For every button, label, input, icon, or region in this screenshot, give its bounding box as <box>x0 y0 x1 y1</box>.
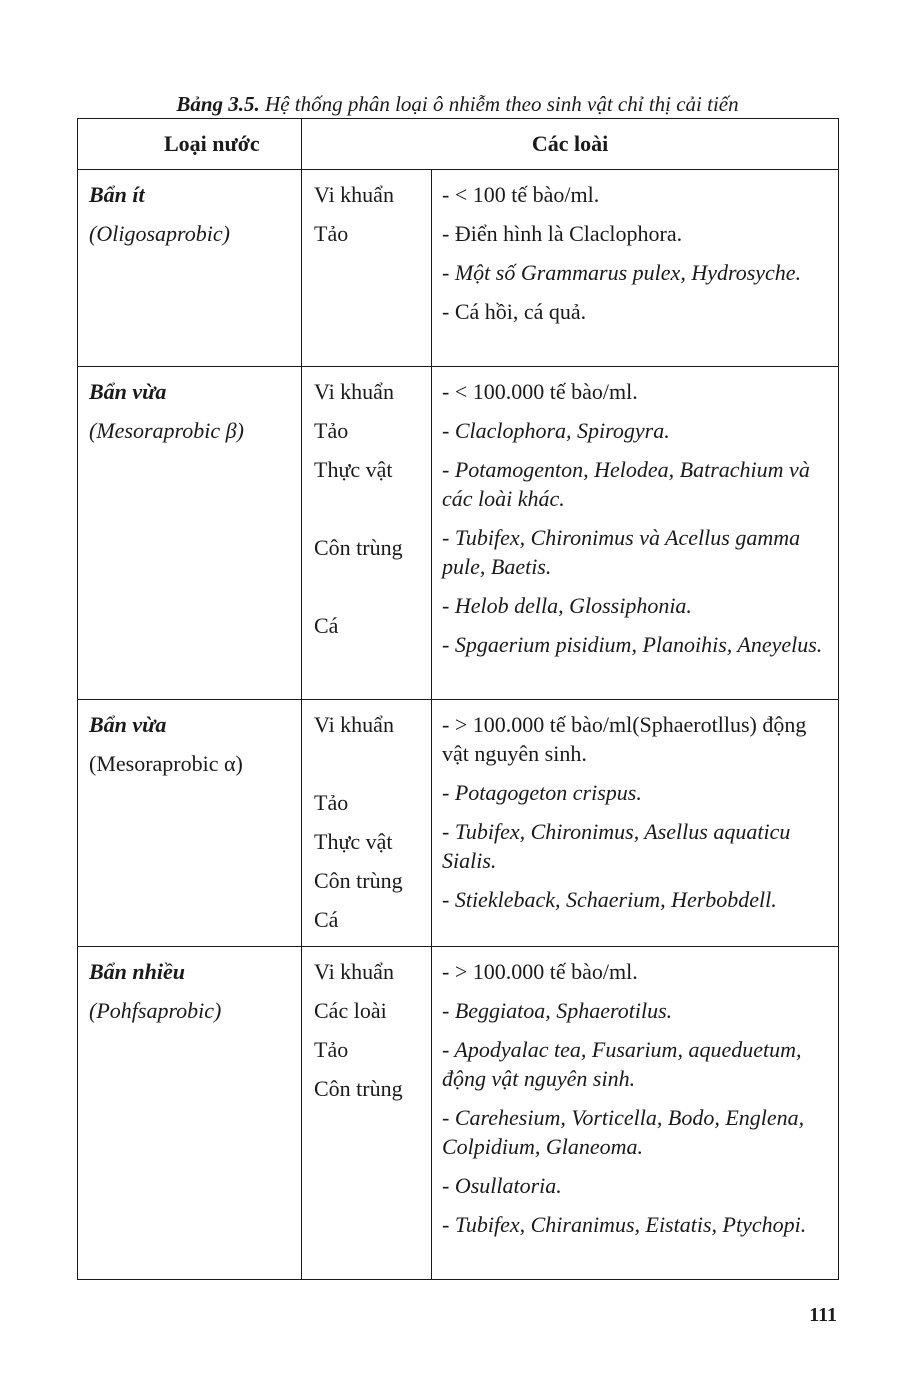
group-label: Côn trùng <box>314 868 403 893</box>
group-label: Vi khuẩn <box>314 379 394 404</box>
table-row <box>78 947 839 1280</box>
table-header-row <box>78 119 839 170</box>
group-label: Thực vật <box>314 829 393 854</box>
species-item: - Stiekleback, Schaerium, Herbobdell. <box>442 887 777 912</box>
species-item: - > 100.000 tế bào/ml(Sphaerotllus) động vật nguyên sinh. <box>442 712 807 766</box>
species-item: - Điển hình là Claclophora. <box>442 221 683 246</box>
water-type-name: Bẩn nhiều <box>89 959 185 984</box>
group-label: Vi khuẩn <box>314 182 394 207</box>
page-number: 111 <box>809 1304 837 1326</box>
group-label: Tảo <box>314 221 349 246</box>
species-item: - < 100.000 tế bào/ml. <box>442 379 638 404</box>
species-item: - > 100.000 tế bào/ml. <box>442 959 638 984</box>
water-type-latin: (Pohfsaprobic) <box>89 998 222 1023</box>
species-item: - Tubifex, Chironimus và Acellus gamma pule, Baetis. <box>442 525 801 579</box>
group-label: Côn trùng <box>314 1076 403 1101</box>
group-label: Tảo <box>314 790 349 815</box>
species-cell <box>432 947 839 1280</box>
table-row <box>78 367 839 700</box>
species-item: - Cá hồi, cá quả. <box>442 299 587 324</box>
group-label: Thực vật <box>314 457 393 482</box>
species-item: - Osullatoria. <box>442 1173 562 1198</box>
group-label: Tảo <box>314 418 349 443</box>
group-label: Tảo <box>314 1037 349 1062</box>
species-cell <box>432 700 839 947</box>
caption-label: Bảng 3.5. <box>176 92 260 116</box>
group-label: Côn trùng <box>314 535 403 560</box>
group-cell <box>302 700 432 947</box>
group-cell <box>302 947 432 1280</box>
water-type-name: Bẩn vừa <box>89 379 167 404</box>
water-type-cell <box>78 367 302 700</box>
group-label: Vi khuẩn <box>314 959 394 984</box>
species-cell <box>432 367 839 700</box>
species-cell <box>432 170 839 367</box>
species-item: - Tubifex, Chiranimus, Eistatis, Ptychopi. <box>442 1212 807 1237</box>
species-item: - Beggiatoa, Sphaerotilus. <box>442 998 673 1023</box>
table-caption <box>77 90 838 118</box>
table-row <box>78 170 839 367</box>
species-item: - Potagogeton crispus. <box>442 780 642 805</box>
water-type-name: Bẩn vừa <box>89 712 167 737</box>
water-type-latin: (Mesoraprobic β) <box>89 418 244 443</box>
species-item: - Một số Grammarus pulex, Hydrosyche. <box>442 260 802 285</box>
group-label: Các loài <box>314 998 387 1023</box>
table-row <box>78 700 839 947</box>
species-item: - < 100 tế bào/ml. <box>442 182 600 207</box>
water-type-cell <box>78 170 302 367</box>
group-label: Cá <box>314 907 339 932</box>
water-type-name: Bẩn ít <box>89 182 145 207</box>
species-item: - Apodyalac tea, Fusarium, aqueduetum, động vật nguyên sinh. <box>442 1037 802 1091</box>
water-type-latin: (Oligosaprobic) <box>89 221 230 246</box>
water-type-cell <box>78 700 302 947</box>
pollution-classification-table <box>77 118 839 1280</box>
group-label: Vi khuẩn <box>314 712 394 737</box>
header-water-type: Loại nước <box>78 119 302 170</box>
species-item: - Carehesium, Vorticella, Bodo, Englena, Colpidium, Glaneoma. <box>442 1105 805 1159</box>
water-type-latin: (Mesoraprobic α) <box>89 751 243 776</box>
group-label: Cá <box>314 613 339 638</box>
caption-title: Hệ thống phân loại ô nhiễm theo sinh vật chỉ thị cải tiến <box>265 92 739 116</box>
species-item: - Tubifex, Chironimus, Asellus aquaticu Sialis. <box>442 819 791 873</box>
group-cell <box>302 367 432 700</box>
species-item: - Spgaerium pisidium, Planoihis, Aneyelus. <box>442 632 823 657</box>
species-item: - Claclophora, Spirogyra. <box>442 418 670 443</box>
species-item: - Helob della, Glossiphonia. <box>442 593 692 618</box>
water-type-cell <box>78 947 302 1280</box>
species-item: - Potamogenton, Helodea, Batrachium và các loài khác. <box>442 457 810 511</box>
group-cell <box>302 170 432 367</box>
header-species: Các loài <box>302 119 839 170</box>
